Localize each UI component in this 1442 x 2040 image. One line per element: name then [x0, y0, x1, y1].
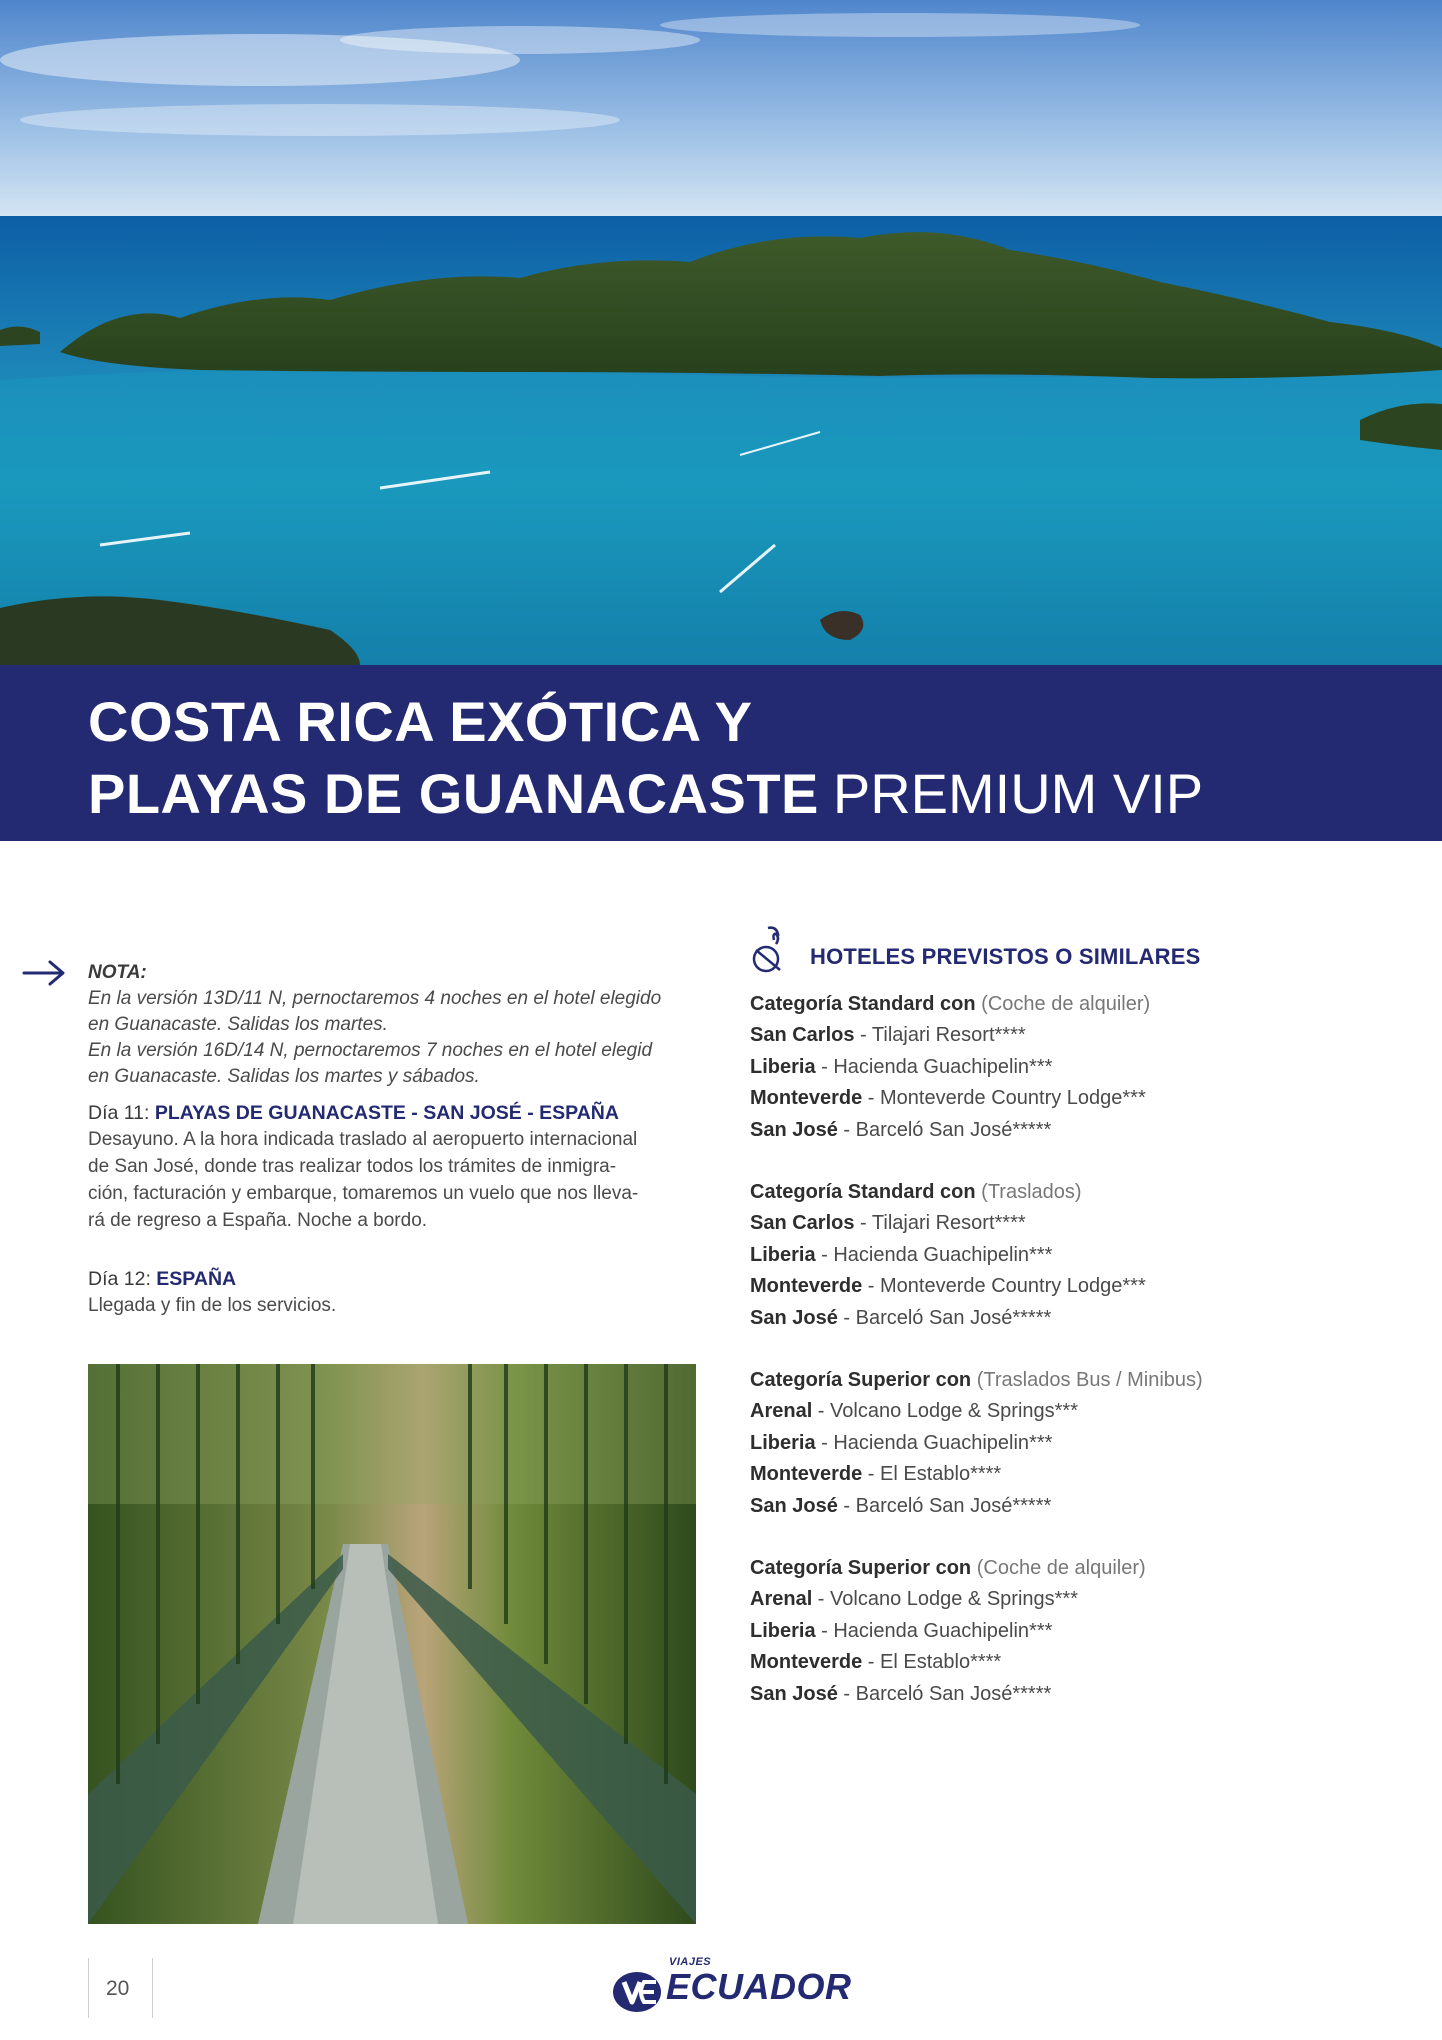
- hotel-city: Liberia: [750, 1055, 816, 1078]
- arrow-right-icon: [22, 958, 68, 988]
- nota-line: en Guanacaste. Salidas los martes.: [88, 1014, 388, 1035]
- category-heading: [750, 1364, 1410, 1396]
- hotel-name: - Volcano Lodge & Springs***: [812, 1400, 1078, 1422]
- hotel-category: [750, 1552, 1410, 1710]
- hotel-city: Liberia: [750, 1243, 816, 1266]
- logo-ecuador-text: ECUADOR: [666, 1966, 852, 2007]
- category-name: Categoría Standard con: [750, 993, 976, 1015]
- hotel-row: [750, 1240, 1410, 1272]
- hotel-row: [750, 1115, 1410, 1147]
- category-mode: (Coche de alquiler): [981, 993, 1151, 1015]
- hotel-name: - Barceló San José*****: [837, 1306, 1052, 1329]
- day-11-line: ción, facturación y embarque, tomaremos un vuelo que nos lleva-: [88, 1183, 639, 1204]
- category-mode: (Coche de alquiler): [976, 1557, 1146, 1579]
- footer-divider: [88, 1958, 89, 2018]
- hotel-name: - Tilajari Resort****: [854, 1212, 1026, 1234]
- page-title-suffix: PREMIUM VIP: [832, 762, 1204, 825]
- hotel-name: - Monteverde Country Lodge***: [862, 1087, 1146, 1109]
- hotel-sign-icon: [750, 926, 792, 974]
- page-number: 20: [106, 1977, 130, 2000]
- category-name: Categoría Superior con: [750, 1369, 972, 1391]
- hotel-city: Monteverde: [750, 1275, 863, 1297]
- bridge-illustration: [88, 1364, 696, 1924]
- hotel-row: [750, 1052, 1410, 1084]
- hotel-row: [750, 1616, 1410, 1648]
- category-heading: [750, 1552, 1410, 1584]
- hotel-city: San José: [750, 1494, 838, 1517]
- day-title: PLAYAS DE GUANACASTE - SAN JOSÉ - ESPAÑA: [154, 1102, 619, 1124]
- hotel-row: [750, 1020, 1410, 1052]
- category-name: Categoría Standard con: [750, 1181, 976, 1203]
- hero-photo-island: [0, 0, 1442, 665]
- hotel-name: - Hacienda Guachipelin***: [815, 1243, 1053, 1266]
- hotel-city: Liberia: [750, 1431, 816, 1454]
- hotel-name: - Hacienda Guachipelin***: [815, 1055, 1053, 1078]
- hotel-row: [750, 1208, 1410, 1240]
- hotel-name: - El Establo****: [862, 1651, 1002, 1673]
- page-title-line-1: COSTA RICA EXÓTICA Y: [88, 690, 753, 753]
- title-band: [0, 665, 1442, 841]
- logo-mark-icon: [612, 1970, 662, 2014]
- category-heading: [750, 988, 1410, 1020]
- hotel-row: [750, 1459, 1410, 1491]
- hotel-city: Liberia: [750, 1619, 816, 1642]
- category-name: Categoría Superior con: [750, 1557, 972, 1579]
- hotel-city: Arenal: [750, 1400, 813, 1422]
- hotels-section-title: HOTELES PREVISTOS O SIMILARES: [810, 944, 1201, 969]
- hotel-city: San José: [750, 1306, 838, 1329]
- hotel-name: - Barceló San José*****: [837, 1118, 1052, 1141]
- day-12-line: Llegada y fin de los servicios.: [88, 1295, 337, 1316]
- hotel-name: - Tilajari Resort****: [854, 1024, 1026, 1046]
- hotel-name: - Barceló San José*****: [837, 1494, 1052, 1517]
- day-title: ESPAÑA: [156, 1268, 237, 1290]
- hotel-city: Monteverde: [750, 1651, 863, 1673]
- itinerary-column: [88, 960, 698, 1319]
- hotel-row: [750, 1491, 1410, 1523]
- hotel-name: - Volcano Lodge & Springs***: [812, 1588, 1078, 1610]
- hotel-city: San Carlos: [750, 1024, 855, 1046]
- hotel-row: [750, 1679, 1410, 1711]
- hotel-category: [750, 988, 1410, 1146]
- hotel-city: Monteverde: [750, 1087, 863, 1109]
- hanging-bridge-photo: [88, 1364, 696, 1924]
- viajes-ecuador-logo: [608, 1956, 852, 2016]
- day-11-heading: [88, 1100, 698, 1126]
- logo-viajes-text: VIAJES: [669, 1956, 712, 1968]
- nota-line: En la versión 13D/11 N, pernoctaremos 4 noches en el hotel elegido: [88, 988, 662, 1009]
- hotel-name: - Monteverde Country Lodge***: [862, 1275, 1146, 1297]
- page-title-line-2: [88, 761, 1203, 826]
- hotel-row: [750, 1303, 1410, 1335]
- nota-line: En la versión 16D/14 N, pernoctaremos 7 noches en el hotel elegid: [88, 1040, 653, 1061]
- hotel-city: Monteverde: [750, 1463, 863, 1485]
- day-label: Día 11:: [88, 1102, 155, 1124]
- hotel-row: [750, 1647, 1410, 1679]
- day-12-heading: [88, 1266, 698, 1292]
- nota-label: NOTA:: [88, 962, 147, 983]
- category-heading: [750, 1176, 1410, 1208]
- hotel-row: [750, 1271, 1410, 1303]
- footer-divider: [152, 1958, 153, 2018]
- hotel-name: - Barceló San José*****: [837, 1682, 1052, 1705]
- hotel-category: [750, 1364, 1410, 1522]
- hotel-row: [750, 1083, 1410, 1115]
- hotel-name: - Hacienda Guachipelin***: [815, 1619, 1053, 1642]
- hotel-category: [750, 1176, 1410, 1334]
- hotel-city: Arenal: [750, 1588, 813, 1610]
- day-label: Día 12:: [88, 1268, 157, 1290]
- day-11-line: Desayuno. A la hora indicada traslado al aeropuerto internacional: [88, 1129, 638, 1150]
- hotels-list: [750, 988, 1410, 1740]
- hotel-city: San José: [750, 1682, 838, 1705]
- nota-line: en Guanacaste. Salidas los martes y sábados.: [88, 1066, 480, 1087]
- hotel-city: San Carlos: [750, 1212, 855, 1234]
- page-title-line-2-text: PLAYAS DE GUANACASTE: [88, 762, 819, 825]
- island-illustration: [0, 0, 1442, 665]
- day-11-line: rá de regreso a España. Noche a bordo.: [88, 1210, 428, 1231]
- day-11-line: de San José, donde tras realizar todos los trámites de inmigra-: [88, 1156, 617, 1177]
- category-mode: (Traslados Bus / Minibus): [976, 1369, 1203, 1391]
- category-mode: (Traslados): [981, 1181, 1082, 1203]
- hotel-name: - Hacienda Guachipelin***: [815, 1431, 1053, 1454]
- hotel-row: [750, 1428, 1410, 1460]
- hotel-row: [750, 1396, 1410, 1428]
- hotel-name: - El Establo****: [862, 1463, 1002, 1485]
- hotel-city: San José: [750, 1118, 838, 1141]
- hotel-row: [750, 1584, 1410, 1616]
